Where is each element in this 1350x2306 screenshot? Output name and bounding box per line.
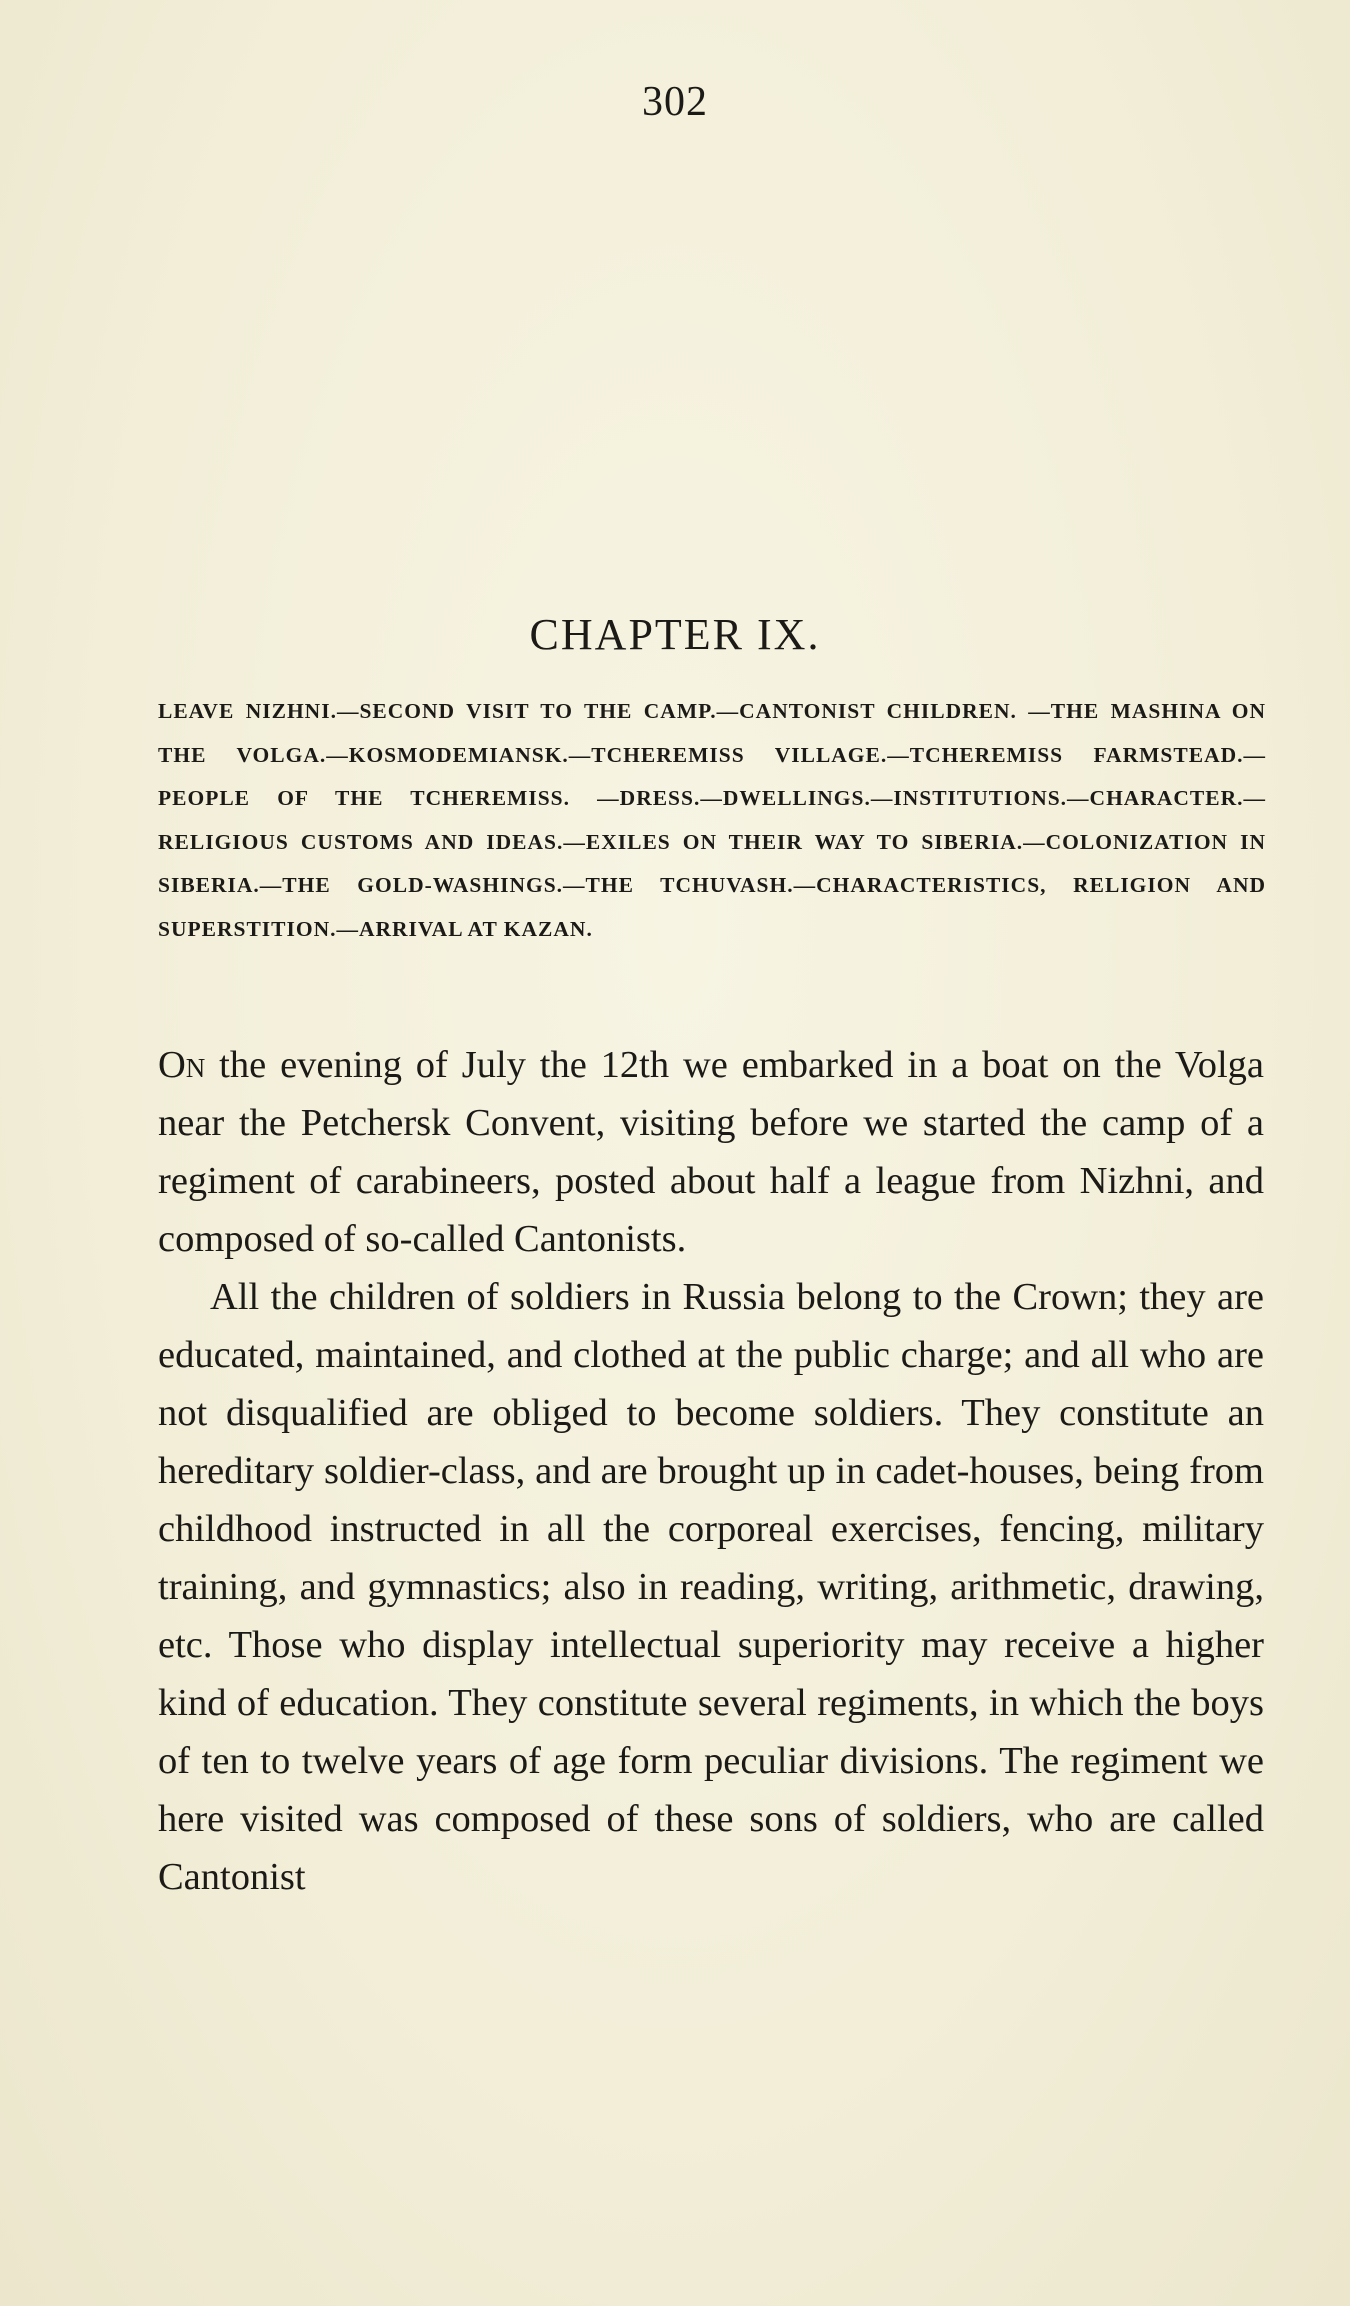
paragraph-2: All the children of soldiers in Russia belong to the Crown; they are educated, maintained, and clothed at the public charge; and all who are not disqualified are obliged to become soldiers. They constitute an hereditary soldier-class, and are brought up in cadet-houses, being from childhood instructed in all the corporeal exercises, fencing, military training, and gymnastics; also in reading, writing, arithmetic, drawing, etc. Those who display intellectual superiority may receive a higher kind of education. They constitute several regiments, in which the boys of ten to twelve years of age form peculiar divisions. The regiment we here visited was composed of these sons of soldiers, who are called Cantonist (158, 1276, 1264, 1898)
paragraph-1-text: the evening of July the 12th we embarked in a boat on the Volga near the Petchersk Convent, visiting before we started the camp of a regiment of carabineers, posted about half a league from Nizhni, and composed of so-called Cantonists. (158, 1044, 1264, 1260)
body-text (158, 1036, 1264, 1906)
paragraph-lead-word: On (158, 1044, 206, 1086)
chapter-synopsis: LEAVE NIZHNI.—SECOND VISIT TO THE CAMP.—CANTONIST CHILDREN. —THE MASHINA ON THE VOLGA.—KOSMODEMIANSK.—TCHEREMISS VILLAGE.—TCHEREMISS FARMSTEAD.—PEOPLE OF THE TCHEREMISS. —DRESS.—DWELLINGS.—INSTITUTIONS.—CHARACTER.—RELIGIOUS CUSTOMS AND IDEAS.—EXILES ON THEIR WAY TO SIBERIA.—COLONIZATION IN SIBERIA.—THE GOLD-WASHINGS.—THE TCHUVASH.—CHARACTERISTICS, RELIGION AND SUPERSTITION.—ARRIVAL AT KAZAN. (158, 699, 1266, 941)
chapter-title: CHAPTER IX. (529, 610, 821, 660)
page-number: 302 (642, 79, 708, 125)
paragraph-1 (158, 1036, 1264, 1268)
